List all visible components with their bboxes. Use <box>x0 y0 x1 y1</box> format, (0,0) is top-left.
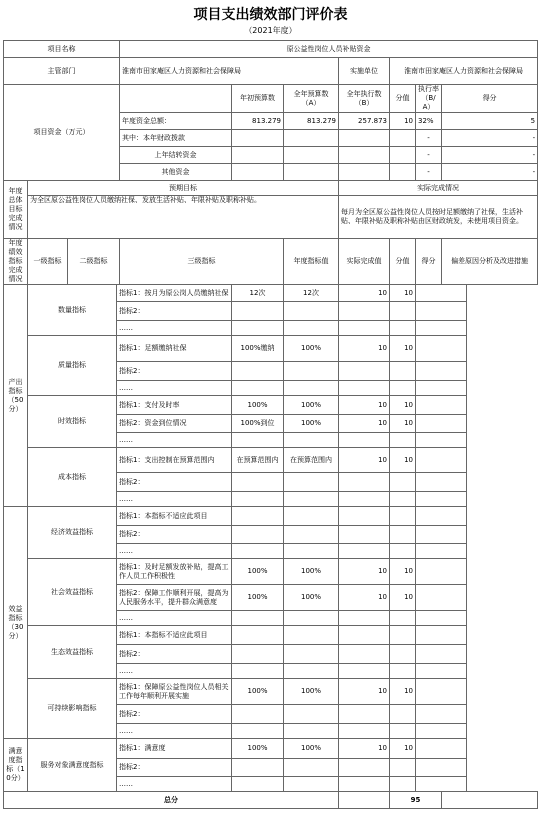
deviation-note <box>416 381 467 396</box>
level3-indicator: 指标2： <box>117 705 232 724</box>
dept-row <box>4 58 538 85</box>
indicator-cell <box>232 645 284 664</box>
deviation-note <box>416 415 467 433</box>
indicator-cell <box>284 705 339 724</box>
indicator-cell <box>232 544 284 559</box>
deviation-note <box>416 321 467 336</box>
indicator-cell <box>390 507 416 526</box>
indicator-cell: 在预算范围内 <box>284 448 339 473</box>
level3-indicator: 指标2：保障工作顺利开展，提高为人民服务水平，提升群众满意度 <box>117 585 232 611</box>
deviation-note <box>416 559 467 585</box>
indicator-row <box>4 507 538 526</box>
indicator-cell: 在预算范围内 <box>232 448 284 473</box>
indicator-cell: 10 <box>390 448 416 473</box>
deviation-note <box>416 396 467 415</box>
indicator-cell: 100% <box>284 336 339 362</box>
indicator-cell <box>339 433 390 448</box>
indicator-cell <box>339 381 390 396</box>
indicator-cell <box>339 664 390 679</box>
actual-completion-text: 每月为全区原公益性岗位人员按时足额缴纳了社保，生活补贴、年限补贴及职称补贴由区财政统发，未使用项目资金。 <box>339 196 538 239</box>
funds-cell: 257.873 <box>339 113 390 130</box>
indicator-row <box>4 626 538 645</box>
funds-cell <box>390 164 416 181</box>
impl-name: 淮南市田家庵区人力资源和社会保障局 <box>390 58 538 85</box>
indicator-row <box>4 739 538 759</box>
level3-indicator: 指标2： <box>117 759 232 777</box>
deviation-note <box>416 645 467 664</box>
indicator-cell <box>232 492 284 507</box>
funds-cell <box>284 147 339 164</box>
indicator-cell <box>339 302 390 321</box>
funds-row-label: 其中：本年财政拨款 <box>120 130 232 147</box>
indicator-cell <box>284 611 339 626</box>
indicator-cell <box>339 321 390 336</box>
funds-header-row <box>4 85 538 113</box>
total-note <box>442 792 538 809</box>
level3-indicator: …… <box>117 664 232 679</box>
indicator-cell <box>339 473 390 492</box>
indicator-cell <box>232 526 284 544</box>
funds-header: 全年执行数（B） <box>339 85 390 113</box>
funds-cell <box>232 130 284 147</box>
funds-cell: 813.279 <box>232 113 284 130</box>
deviation-note <box>416 585 467 611</box>
level3-indicator: …… <box>117 544 232 559</box>
level3-indicator: 指标1：足额缴纳社保 <box>117 336 232 362</box>
level3-indicator: 指标2： <box>117 645 232 664</box>
funds-cell <box>232 147 284 164</box>
indicator-header-row <box>4 239 538 285</box>
level3-indicator: …… <box>117 611 232 626</box>
indicator-cell <box>232 705 284 724</box>
indicator-cell <box>339 705 390 724</box>
indicator-row <box>4 336 538 362</box>
deviation-note <box>416 759 467 777</box>
indicator-cell <box>390 302 416 321</box>
indicator-cell <box>284 777 339 792</box>
indicator-cell: 10 <box>339 679 390 705</box>
level3-indicator: 指标1：保障原公益性岗位人员相关工作每年顺利开展实施 <box>117 679 232 705</box>
indicator-cell <box>390 705 416 724</box>
indicator-cell <box>232 626 284 645</box>
indicator-cell <box>232 777 284 792</box>
indicator-cell: 100%缴纳 <box>232 336 284 362</box>
funds-cell: - <box>442 147 538 164</box>
indicator-cell: 10 <box>390 585 416 611</box>
indicator-cell <box>232 381 284 396</box>
expected-goal-header: 预期目标 <box>28 181 339 196</box>
indicator-cell <box>284 526 339 544</box>
indicator-cell <box>339 362 390 381</box>
deviation-note <box>416 544 467 559</box>
indicator-row <box>4 679 538 705</box>
funds-row-label: 上年结转资金 <box>120 147 232 164</box>
indicator-cell <box>232 724 284 739</box>
funds-header: 得分 <box>442 85 538 113</box>
indicator-cell <box>284 544 339 559</box>
level3-indicator: …… <box>117 381 232 396</box>
indicator-cell: 10 <box>339 285 390 302</box>
indicator-cell: 12次 <box>284 285 339 302</box>
indicator-cell: 12次 <box>232 285 284 302</box>
indicator-row <box>4 448 538 473</box>
indicator-cell: 100% <box>232 396 284 415</box>
indicator-cell <box>339 507 390 526</box>
indicator-cell <box>390 645 416 664</box>
indicator-cell: 100% <box>232 739 284 759</box>
deviation-note <box>416 302 467 321</box>
level2-indicator: 数量指标 <box>28 285 117 336</box>
indicator-cell: 10 <box>390 285 416 302</box>
funds-cell: 32% <box>416 113 442 130</box>
deviation-note <box>416 777 467 792</box>
funds-cell: - <box>416 164 442 181</box>
project-row <box>4 41 538 58</box>
indicator-cell <box>284 507 339 526</box>
indicator-row <box>4 559 538 585</box>
indicator-cell: 10 <box>339 559 390 585</box>
level3-indicator: 指标2： <box>117 302 232 321</box>
indicator-cell <box>339 777 390 792</box>
indicator-cell: 100%到位 <box>232 415 284 433</box>
indicator-cell <box>232 507 284 526</box>
indicator-cell <box>284 302 339 321</box>
indicator-cell <box>284 759 339 777</box>
level3-indicator: …… <box>117 321 232 336</box>
level3-indicator: …… <box>117 433 232 448</box>
funds-row-label: 其他资金 <box>120 164 232 181</box>
level2-indicator: 成本指标 <box>28 448 117 507</box>
indicator-cell <box>232 611 284 626</box>
total-blank <box>339 792 390 809</box>
indicator-cell <box>284 492 339 507</box>
indicator-cell: 100% <box>232 559 284 585</box>
funds-cell <box>390 130 416 147</box>
impl-label: 实施单位 <box>339 58 390 85</box>
level2-indicator: 社会效益指标 <box>28 559 117 626</box>
funds-header: 分值 <box>390 85 416 113</box>
funds-row-label: 年度资金总额： <box>120 113 232 130</box>
indicator-cell <box>284 362 339 381</box>
indicator-row <box>4 285 538 302</box>
indicator-cell: 10 <box>339 585 390 611</box>
indicator-header: 三级指标 <box>120 239 284 285</box>
level2-indicator: 可持续影响指标 <box>28 679 117 739</box>
indicator-cell <box>284 433 339 448</box>
deviation-note <box>416 492 467 507</box>
funds-header: 全年预算数（A） <box>284 85 339 113</box>
deviation-note <box>416 362 467 381</box>
funds-cell <box>284 164 339 181</box>
indicator-cell <box>390 626 416 645</box>
funds-header: 年初预算数 <box>232 85 284 113</box>
indicator-cell <box>232 433 284 448</box>
funds-cell: - <box>442 164 538 181</box>
indicator-header: 一级指标 <box>28 239 68 285</box>
goals-header-row <box>4 181 538 196</box>
deviation-note <box>416 705 467 724</box>
indicator-header: 偏差原因分析及改进措施 <box>442 239 538 285</box>
funds-cell: 813.279 <box>284 113 339 130</box>
level2-indicator: 服务对象满意度指标 <box>28 739 117 792</box>
funds-label: 项目资金（万元） <box>4 85 120 181</box>
indicator-cell <box>284 473 339 492</box>
total-score: 95 <box>390 792 442 809</box>
indicator-cell <box>232 321 284 336</box>
level3-indicator: 指标1：本指标不适应此项目 <box>117 507 232 526</box>
indicator-cell <box>232 362 284 381</box>
indicator-section-label: 年度绩效指标完成情况 <box>4 239 28 285</box>
indicator-row <box>4 396 538 415</box>
indicator-cell <box>390 759 416 777</box>
funds-cell <box>284 130 339 147</box>
funds-cell: 5 <box>442 113 538 130</box>
funds-cell: - <box>416 130 442 147</box>
deviation-note <box>416 626 467 645</box>
indicator-cell <box>390 473 416 492</box>
indicator-header: 年度指标值 <box>284 239 339 285</box>
indicator-cell <box>390 664 416 679</box>
indicator-cell: 10 <box>390 679 416 705</box>
indicator-cell <box>390 526 416 544</box>
indicator-cell <box>339 724 390 739</box>
level3-indicator: …… <box>117 492 232 507</box>
level3-indicator: 指标1：及时足额发放补贴，提高工作人员工作积极性 <box>117 559 232 585</box>
indicator-cell <box>390 433 416 448</box>
level3-indicator: 指标1：本指标不适应此项目 <box>117 626 232 645</box>
funds-cell <box>390 147 416 164</box>
funds-cell: 10 <box>390 113 416 130</box>
indicator-cell <box>284 321 339 336</box>
indicator-cell: 10 <box>390 396 416 415</box>
indicator-cell <box>339 611 390 626</box>
indicator-cell <box>339 759 390 777</box>
level3-indicator: …… <box>117 724 232 739</box>
indicator-cell: 100% <box>232 585 284 611</box>
goals-row <box>4 196 538 239</box>
deviation-note <box>416 611 467 626</box>
funds-header: 执行率（B/A） <box>416 85 442 113</box>
funds-cell: - <box>416 147 442 164</box>
level3-indicator: 指标1：支出控制在预算范围内 <box>117 448 232 473</box>
indicator-cell <box>232 664 284 679</box>
indicator-cell: 100% <box>284 559 339 585</box>
indicator-cell <box>390 492 416 507</box>
page-title: 项目支出绩效部门评价表 <box>193 7 348 23</box>
indicator-cell: 100% <box>284 396 339 415</box>
indicator-cell: 10 <box>339 396 390 415</box>
indicator-cell <box>232 302 284 321</box>
deviation-note <box>416 285 467 302</box>
indicator-cell: 100% <box>232 679 284 705</box>
indicator-cell: 100% <box>284 679 339 705</box>
expected-goal-text: 为全区原公益性岗位人员缴纳社保、发放生活补贴、年限补贴及职称补贴。 <box>28 196 339 239</box>
indicator-cell <box>284 664 339 679</box>
dept-label: 主管部门 <box>4 58 120 85</box>
indicator-cell: 100% <box>284 415 339 433</box>
deviation-note <box>416 336 467 362</box>
level2-indicator: 质量指标 <box>28 336 117 396</box>
indicator-cell <box>390 381 416 396</box>
deviation-note <box>416 473 467 492</box>
indicator-header: 实际完成值 <box>339 239 390 285</box>
indicator-header: 分值 <box>390 239 416 285</box>
indicator-cell <box>284 626 339 645</box>
project-name: 原公益性岗位人员补贴资金 <box>120 41 538 58</box>
indicator-cell <box>284 724 339 739</box>
indicator-cell <box>339 645 390 664</box>
level2-indicator: 经济效益指标 <box>28 507 117 559</box>
indicator-cell: 100% <box>284 585 339 611</box>
indicator-cell: 10 <box>339 415 390 433</box>
indicator-cell <box>232 473 284 492</box>
indicator-cell <box>390 544 416 559</box>
level3-indicator: …… <box>117 777 232 792</box>
level1-indicator: 满意度指标（10分） <box>4 739 28 792</box>
indicator-cell: 10 <box>390 739 416 759</box>
level1-indicator: 产出指标（50分） <box>4 285 28 507</box>
deviation-note <box>416 507 467 526</box>
level3-indicator: 指标2： <box>117 473 232 492</box>
indicator-cell: 10 <box>339 448 390 473</box>
level3-indicator: 指标2：资金到位情况 <box>117 415 232 433</box>
deviation-note <box>416 526 467 544</box>
indicator-cell <box>339 526 390 544</box>
level3-indicator: 指标2： <box>117 526 232 544</box>
indicator-cell <box>339 626 390 645</box>
indicator-cell <box>339 544 390 559</box>
level3-indicator: 指标1：按月为原公岗人员缴纳社保 <box>117 285 232 302</box>
level2-indicator: 时效指标 <box>28 396 117 448</box>
deviation-note <box>416 739 467 759</box>
indicator-cell <box>390 321 416 336</box>
evaluation-table <box>3 40 538 809</box>
funds-cell <box>232 164 284 181</box>
indicator-cell: 10 <box>339 336 390 362</box>
indicator-cell: 10 <box>390 336 416 362</box>
funds-cell <box>339 164 390 181</box>
level3-indicator: 指标1：满意度 <box>117 739 232 759</box>
deviation-note <box>416 433 467 448</box>
dept-name: 淮南市田家庵区人力资源和社会保障局 <box>120 58 339 85</box>
indicator-cell <box>390 362 416 381</box>
indicator-cell: 10 <box>339 739 390 759</box>
funds-cell <box>339 147 390 164</box>
project-label: 项目名称 <box>4 41 120 58</box>
funds-header-blank <box>120 85 232 113</box>
deviation-note <box>416 448 467 473</box>
report-year: （2021年度） <box>244 26 297 35</box>
funds-cell: - <box>442 130 538 147</box>
total-label: 总分 <box>4 792 339 809</box>
goals-label: 年度总体目标完成情况 <box>4 181 28 239</box>
indicator-header: 二级指标 <box>68 239 120 285</box>
indicator-header: 得分 <box>416 239 442 285</box>
level1-indicator: 效益指标（30分） <box>4 507 28 739</box>
indicator-cell <box>390 611 416 626</box>
indicator-cell <box>390 777 416 792</box>
indicator-cell <box>339 492 390 507</box>
indicator-cell: 10 <box>390 415 416 433</box>
level2-indicator: 生态效益指标 <box>28 626 117 679</box>
funds-cell <box>339 130 390 147</box>
total-row <box>4 792 538 809</box>
deviation-note <box>416 679 467 705</box>
indicator-cell <box>284 645 339 664</box>
deviation-note <box>416 664 467 679</box>
level3-indicator: 指标2： <box>117 362 232 381</box>
indicator-cell <box>390 724 416 739</box>
indicator-cell <box>284 381 339 396</box>
deviation-note <box>416 724 467 739</box>
indicator-cell: 10 <box>390 559 416 585</box>
actual-completion-header: 实际完成情况 <box>339 181 538 196</box>
indicator-cell: 100% <box>284 739 339 759</box>
indicator-cell <box>232 759 284 777</box>
level3-indicator: 指标1：支付及时率 <box>117 396 232 415</box>
